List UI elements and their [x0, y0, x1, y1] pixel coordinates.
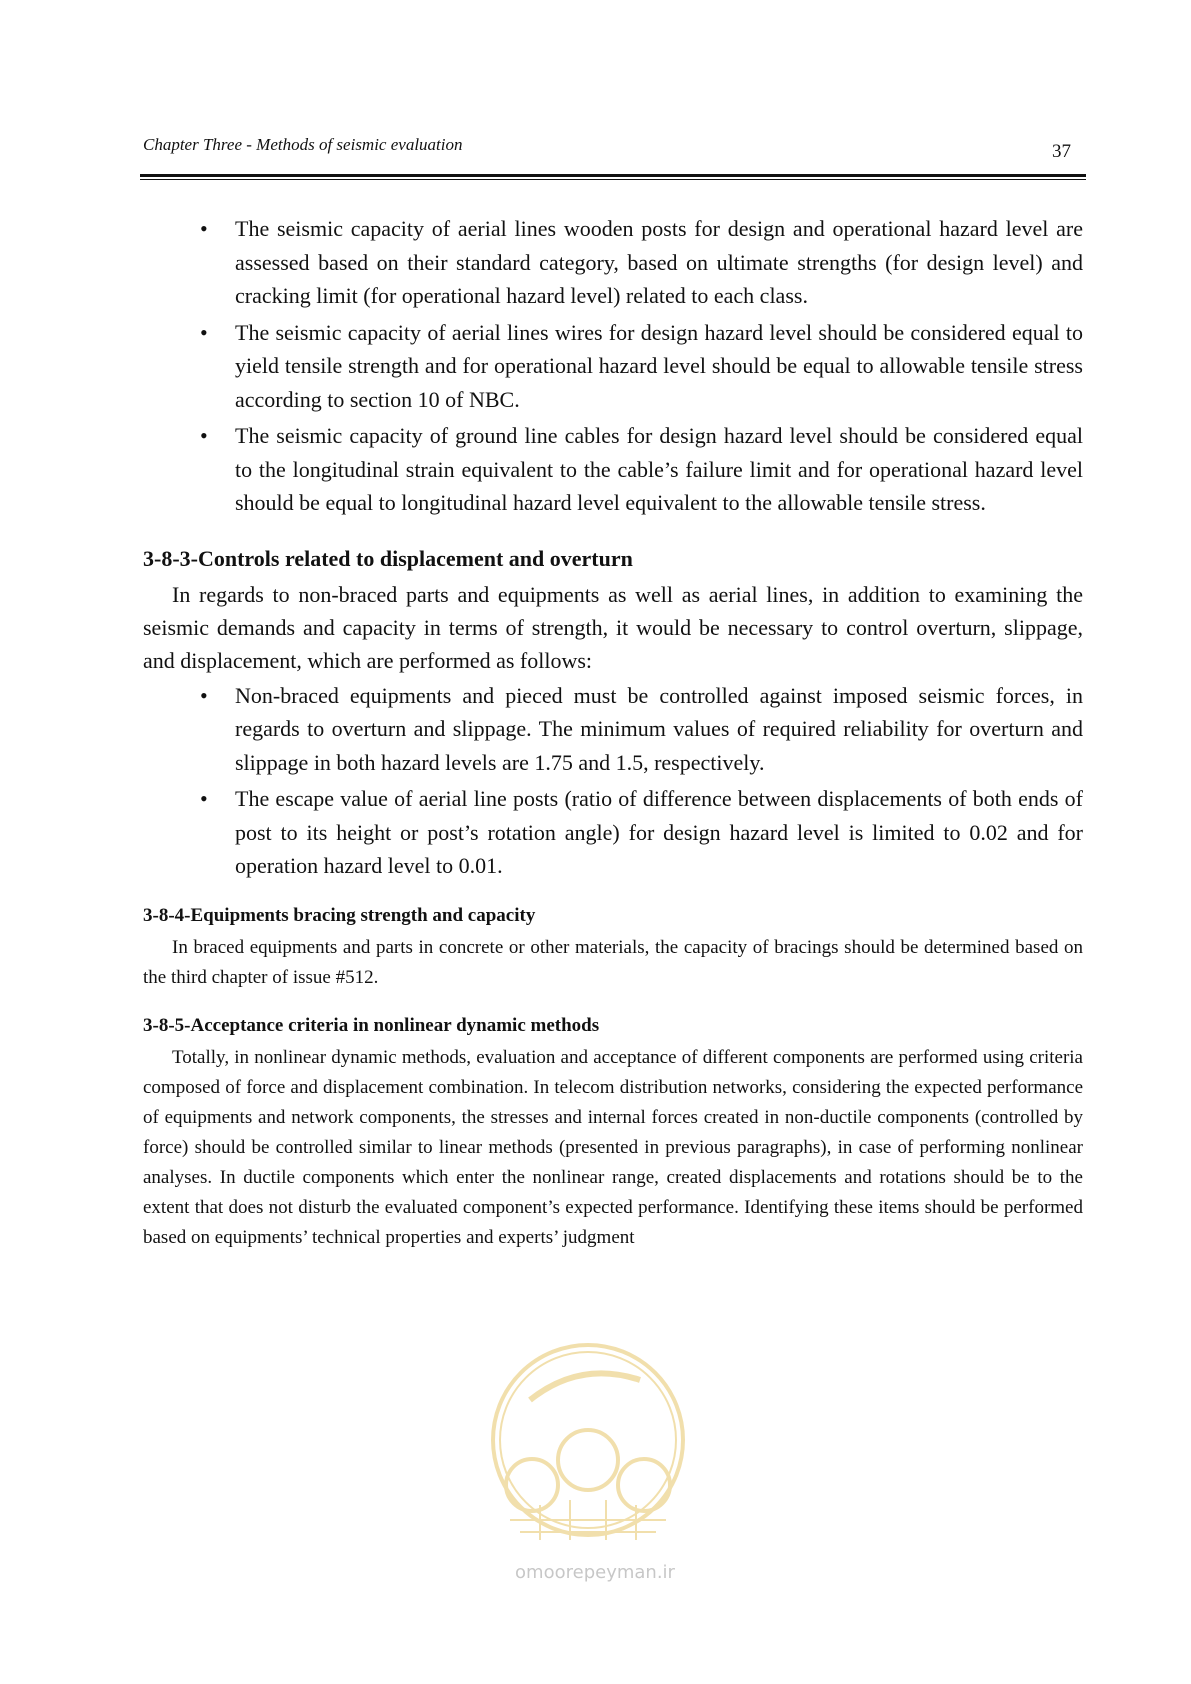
section-385-text: Totally, in nonlinear dynamic methods, evaluation and acceptance of different components are performed using criteria composed of force and displacement combination. In telecom distribution networks, considering the expected performance of equipments and network components, the stresses and internal forces created in non-ductile components (controlled by force) should be controlled similar to linear methods (presented in previous paragraphs), in case of performing nonlinear analyses. In ductile components which enter the nonlinear range, created displacements and rotations should be to the extent that does not disturb the evaluated component’s expected performance. Identifying these items should be performed based on equipments’ technical properties and experts’ judgment	[143, 1046, 1083, 1248]
list-item	[143, 419, 1083, 520]
chapter-title: Chapter Three - Methods of seismic evaluation	[143, 135, 463, 154]
section-385-heading: 3-8-5-Acceptance criteria in nonlinear dynamic methods	[143, 1014, 600, 1036]
header-rule-thick	[140, 174, 1086, 177]
list-item-text: The seismic capacity of aerial lines wires for design hazard level should be considered equal to yield tensile strength and for operational hazard level should be equal to allowable tensile stress according to section 10 of NBC.	[235, 319, 1083, 412]
list-item	[143, 212, 1083, 313]
list-item	[143, 679, 1083, 780]
list-item-text: The escape value of aerial line posts (ratio of difference between displacements of both ends of post to its height or post’s rotation angle) for design hazard level is limited to 0.02 and for operation hazard level to 0.01.	[235, 786, 1083, 878]
watermark	[470, 1340, 720, 1600]
section-383-heading: 3-8-3-Controls related to displacement and overturn	[143, 545, 633, 571]
gear-logo-icon	[470, 1340, 720, 1560]
bullet-icon: •	[200, 319, 208, 345]
list-item-text: The seismic capacity of aerial lines wooden posts for design and operational hazard level are assessed based on their standard category, based on ultimate strengths (for design level) and cracking limit (for operational hazard level) related to each class.	[235, 216, 1083, 308]
bullet-icon: •	[200, 786, 208, 811]
list-item-text: The seismic capacity of ground line cables for design hazard level should be considered equal to the longitudinal strain equivalent to the cable’s failure limit and for operational hazard level should be equal to longitudinal hazard level equivalent to the allowable tensile stress.	[235, 423, 1083, 515]
control-bullet-list	[143, 679, 1083, 883]
header-rule-thin	[140, 179, 1086, 180]
capacity-bullet-list	[143, 212, 1083, 520]
bullet-icon: •	[200, 682, 208, 708]
bullet-icon: •	[200, 216, 208, 241]
list-item	[143, 316, 1083, 417]
page-number: 37	[1052, 141, 1071, 162]
page-content	[143, 212, 1083, 1253]
section-383-intro: In regards to non-braced parts and equipments as well as aerial lines, in addition to examining the seismic demands and capacity in terms of strength, it would be necessary to control overturn, slippage, and displacement, which are performed as follows:	[143, 581, 1083, 673]
list-item	[143, 782, 1083, 883]
section-384-heading: 3-8-4-Equipments bracing strength and capacity	[143, 904, 536, 926]
bullet-icon: •	[200, 423, 208, 448]
page-header	[143, 135, 1083, 179]
list-item-text: Non-braced equipments and pieced must be controlled against imposed seismic forces, in regards to overturn and slippage. The minimum values of required reliability for overturn and slippage in both hazard levels are 1.75 and 1.5, respectively.	[235, 682, 1083, 775]
section-384-text: In braced equipments and parts in concrete or other materials, the capacity of bracings should be determined based on the third chapter of issue #512.	[143, 936, 1083, 988]
watermark-caption: omoorepeyman.ir	[515, 1562, 675, 1583]
